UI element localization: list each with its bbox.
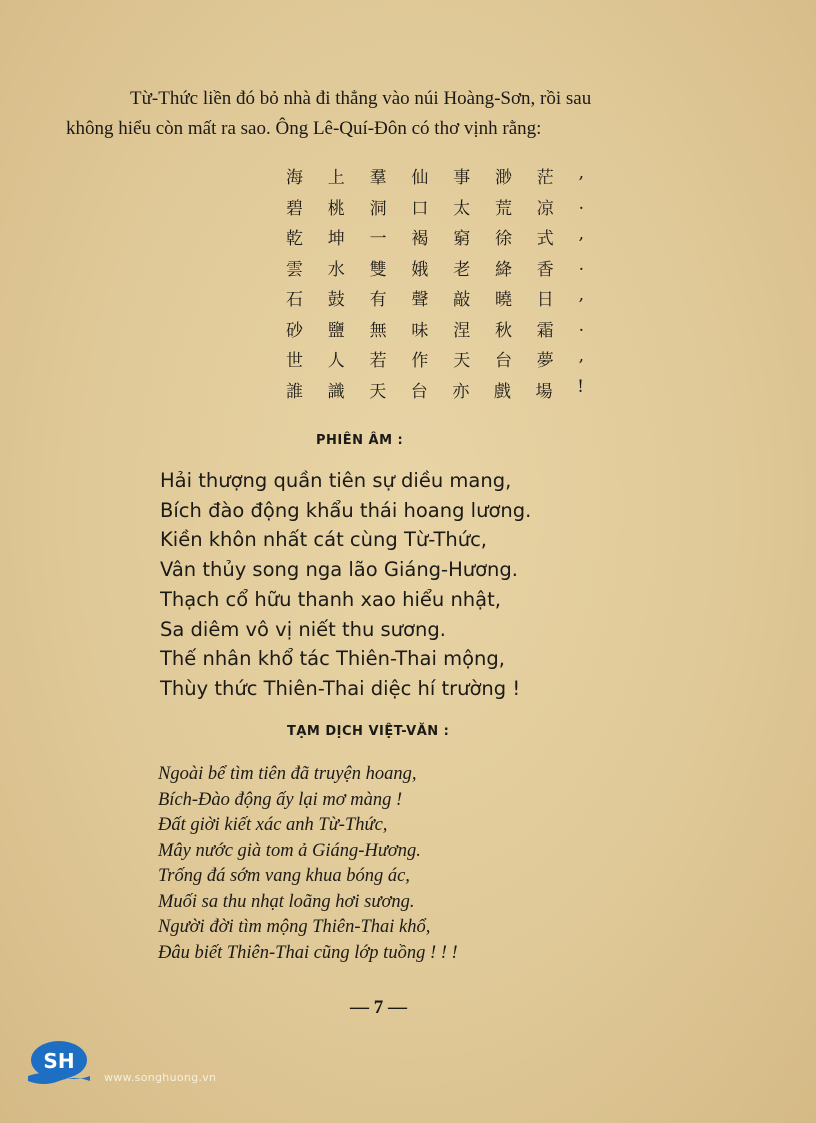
chinese-character: 事 [453, 168, 473, 188]
tam-dich-line: Ngoài bể tìm tiên đã truyện hoang, [158, 764, 417, 784]
chinese-poem [286, 163, 586, 407]
chinese-character: 口 [411, 198, 431, 219]
phien-am-line: Hải thượng quần tiên sự diều mang, [160, 469, 512, 492]
chinese-character: 洞 [369, 198, 389, 219]
chinese-poem-line [286, 285, 586, 316]
intro-paragraph [66, 84, 756, 144]
chinese-character: . [578, 254, 586, 275]
chinese-character: 若 [369, 351, 389, 371]
chinese-poem-line [286, 377, 586, 408]
chinese-character: 戲 [493, 381, 513, 402]
chinese-character: , [578, 285, 586, 305]
chinese-character: 坤 [327, 229, 347, 249]
tam-dich-line: Trống đá sớm vang khua bóng ác, [158, 866, 410, 886]
chinese-character: 夢 [536, 351, 556, 371]
chinese-character: 鹽 [327, 320, 347, 341]
chinese-character: 上 [327, 168, 347, 188]
songhuong-logo-icon [26, 1040, 92, 1084]
phien-am-line: Thạch cổ hữu thanh xao hiểu nhật, [160, 587, 501, 611]
website-watermark: www.songhuong.vn [104, 1071, 217, 1084]
chinese-character: ! [577, 376, 586, 397]
chinese-character: 凉 [536, 198, 556, 219]
chinese-character: 香 [536, 259, 556, 280]
chinese-character: 太 [453, 198, 473, 219]
phien-am-line: Kiền khôn nhất cát cùng Từ-Thức, [160, 528, 488, 552]
chinese-character: 鼓 [327, 290, 347, 310]
logo-text: SH [43, 1049, 75, 1073]
chinese-character: 台 [410, 381, 430, 402]
chinese-character: 世 [286, 351, 305, 371]
chinese-character: 誰 [286, 381, 305, 402]
chinese-character: 式 [536, 229, 556, 249]
tam-dich-poem [158, 762, 458, 966]
chinese-character: 褐 [411, 229, 431, 249]
phien-am-poem [160, 466, 531, 704]
chinese-poem-line [286, 346, 586, 377]
phien-am-line: Sa diêm vô vị niết thu sương. [160, 617, 446, 641]
tam-dich-heading: TẠM DỊCH VIỆT-VĂN : [287, 724, 450, 739]
tam-dich-line: Người đời tìm mộng Thiên-Thai khổ, [158, 917, 431, 937]
chinese-character: 窮 [453, 229, 473, 249]
chinese-character: 場 [535, 381, 555, 402]
chinese-character: 荒 [494, 198, 514, 219]
chinese-character: 有 [369, 290, 389, 310]
chinese-character: , [578, 346, 586, 366]
chinese-character: 徐 [494, 229, 514, 249]
chinese-character: 渺 [494, 168, 514, 188]
chinese-character: 雙 [369, 259, 389, 280]
chinese-character: 味 [411, 320, 431, 341]
chinese-character: , [578, 163, 586, 183]
chinese-character: 涅 [453, 320, 473, 341]
chinese-character: 羣 [369, 168, 389, 188]
chinese-character: 老 [453, 259, 473, 280]
tam-dich-line: Mây nước già tom ả Giáng-Hương. [158, 840, 421, 861]
phien-am-line: Thùy thức Thiên-Thai diệc hí trường ! [160, 676, 521, 700]
chinese-character: 日 [536, 290, 556, 310]
chinese-character: 天 [453, 351, 473, 371]
chinese-character: 娥 [411, 259, 431, 280]
chinese-character: 亦 [452, 381, 472, 402]
chinese-character: 桃 [327, 198, 347, 219]
page-number: — 7 — [350, 997, 407, 1018]
chinese-character: 敲 [453, 290, 473, 310]
chinese-character: 人 [327, 351, 347, 371]
chinese-poem-line [286, 163, 586, 194]
chinese-character: 海 [286, 168, 305, 188]
chinese-character: 仙 [411, 168, 431, 188]
chinese-character: 曉 [494, 290, 514, 310]
chinese-poem-line [286, 316, 586, 347]
chinese-poem-line [286, 224, 586, 255]
chinese-character: . [578, 315, 586, 336]
chinese-character: 天 [369, 381, 389, 402]
chinese-character: 台 [494, 351, 514, 371]
tam-dich-line: Muối sa thu nhạt loãng hơi sương. [158, 891, 415, 912]
tam-dich-line: Bích-Đào động ấy lại mơ màng ! [158, 789, 403, 810]
tam-dich-line: Đất giời kiết xác anh Từ-Thức, [158, 815, 388, 835]
chinese-character: 水 [327, 259, 347, 280]
chinese-character: 乾 [286, 229, 305, 249]
chinese-poem-line [286, 255, 586, 286]
chinese-character: 識 [327, 381, 347, 402]
chinese-character: 碧 [286, 198, 305, 219]
chinese-character: . [578, 193, 586, 214]
chinese-character: 茫 [536, 168, 556, 188]
chinese-character: 石 [286, 290, 305, 310]
phien-am-line: Bích đào động khẩu thái hoang lương. [160, 498, 532, 522]
tam-dich-line: Đâu biết Thiên-Thai cũng lớp tuồng ! ! ! [158, 942, 458, 963]
phien-am-line: Vân thủy song nga lão Giáng-Hương. [160, 558, 518, 582]
chinese-character: 一 [369, 229, 389, 249]
chinese-character: 絳 [494, 259, 514, 280]
chinese-character: 砂 [286, 320, 305, 341]
intro-line-2: không hiểu còn mất ra sao. Ông Lê-Quí-Đôn có thơ vịnh rằng: [66, 118, 542, 139]
intro-line-1: Từ-Thức liền đó bỏ nhà đi thẳng vào núi Hoàng-Sơn, rồi sau [130, 88, 592, 109]
chinese-character: 聲 [411, 290, 431, 310]
chinese-character: 雲 [286, 259, 305, 280]
phien-am-line: Thế nhân khổ tác Thiên-Thai mộng, [160, 647, 505, 671]
chinese-character: 作 [411, 351, 431, 371]
chinese-character: 霜 [536, 320, 556, 341]
chinese-character: 秋 [494, 320, 514, 341]
phien-am-heading: PHIÊN ÂM : [316, 433, 404, 448]
chinese-poem-line [286, 194, 586, 225]
chinese-character: 無 [369, 320, 389, 341]
chinese-character: , [578, 224, 586, 244]
